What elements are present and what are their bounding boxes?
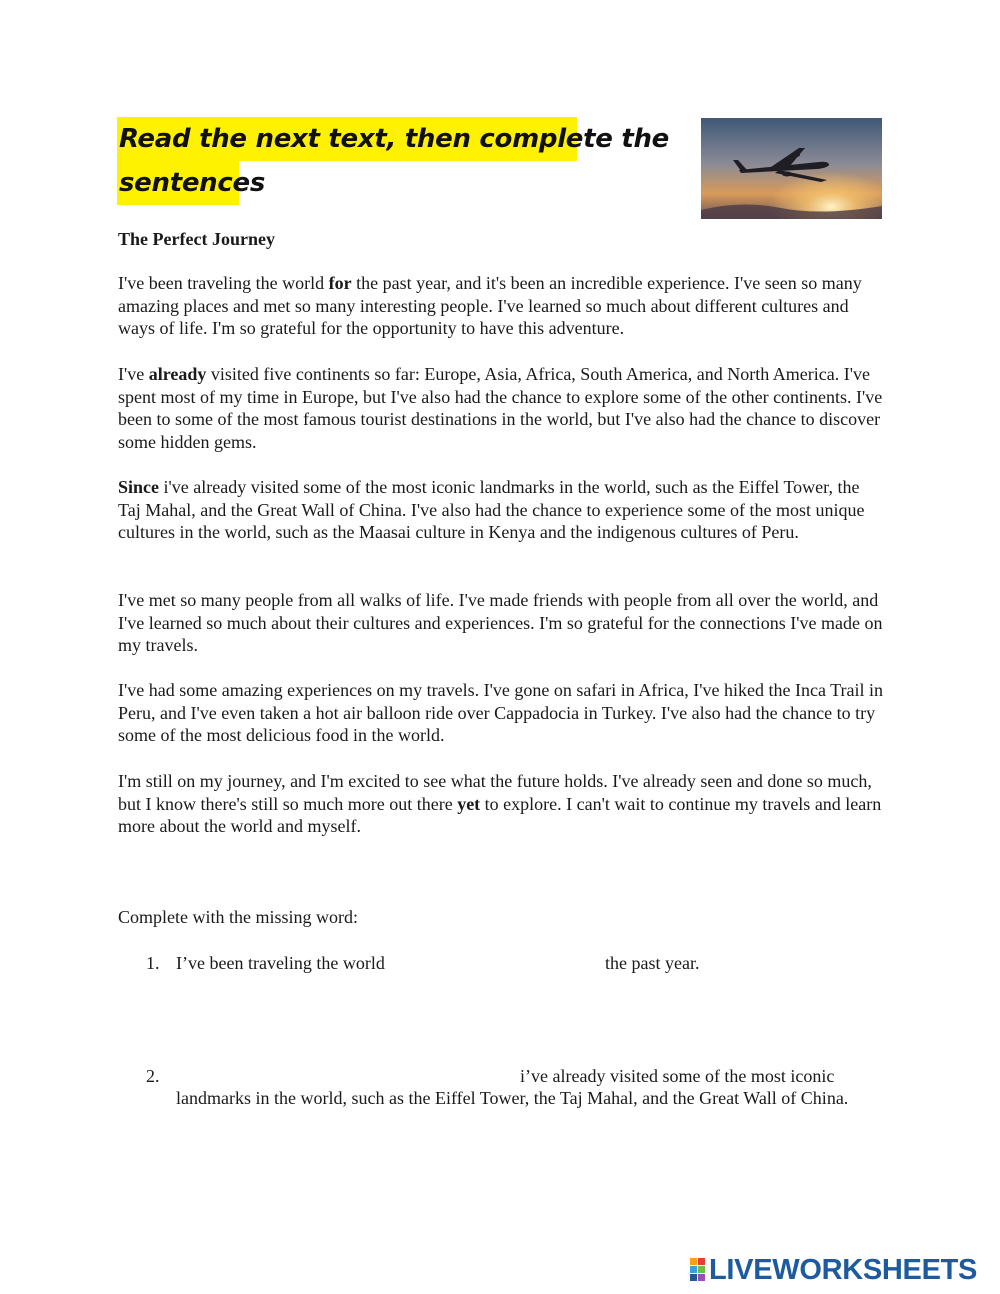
question-2-number: 2. — [146, 1066, 160, 1086]
story-paragraph: I've had some amazing experiences on my travels. I've gone on safari in Africa, I've hiked the Inca Trail in Peru, and I've even taken a hot air balloon ride over Cappadocia in Turkey. I've also had the chance to try some of the most delicious food in the world. — [118, 680, 883, 746]
question-1-answer-input[interactable] — [410, 950, 604, 976]
exercise-instruction: Complete with the missing word: — [118, 907, 358, 927]
story-paragraph: I'm still on my journey, and I'm excited to see what the future holds. I've already seen and done so much, but I know there's still so much more out there yet to explore. I can't wait to continue my travels and learn more about the world and myself. — [118, 771, 882, 837]
question-1-text-after: the past year. — [605, 953, 700, 973]
question-2-text-continuation: landmarks in the world, such as the Eiffel Tower, the Taj Mahal, and the Great Wall of China. — [176, 1088, 849, 1108]
question-2-answer-input[interactable] — [176, 1063, 520, 1089]
liveworksheets-wordmark: LIVEWORKSHEETS — [709, 1254, 978, 1286]
heading-line-1: Read the next text, then complete the — [117, 117, 577, 161]
story-paragraph: Since i've already visited some of the most iconic landmarks in the world, such as the Eiffel Tower, the Taj Mahal, and the Great Wall of China. I've also had the chance to experience some of the most unique cultures in the world, such as the Maasai culture in Kenya and the indigenous cultures of Peru. — [118, 477, 865, 543]
story-paragraph: I've been traveling the world for the past year, and it's been an incredible experience. I've seen so many amazing places and met so many interesting people. I've learned so much about different cultures and ways of life. I'm so grateful for the opportunity to have this adventure. — [118, 273, 862, 339]
liveworksheets-brand — [690, 1254, 977, 1286]
question-1-text-before: I’ve been traveling the world — [176, 953, 385, 973]
question-2-text-after: i’ve already visited some of the most iconic — [520, 1066, 835, 1086]
question-1-number: 1. — [146, 953, 160, 973]
story-paragraph: I've met so many people from all walks of life. I've made friends with people from all over the world, and I've learned so much about their cultures and experiences. I'm so grateful for the connections I've made on my travels. — [118, 590, 883, 656]
airplane-sunset-photo — [701, 118, 882, 219]
heading-line-2: sentences — [117, 161, 239, 205]
liveworksheets-logo-icon — [690, 1258, 706, 1282]
story-title: The Perfect Journey — [118, 229, 275, 249]
story-paragraph: I've already visited five continents so far: Europe, Asia, Africa, South America, and North America. I've spent most of my time in Europe, but I've also had the chance to explore some of the other continents. I've been to some of the most famous tourist destinations in the world, but I've also had the chance to discover some hidden gems. — [118, 364, 883, 452]
